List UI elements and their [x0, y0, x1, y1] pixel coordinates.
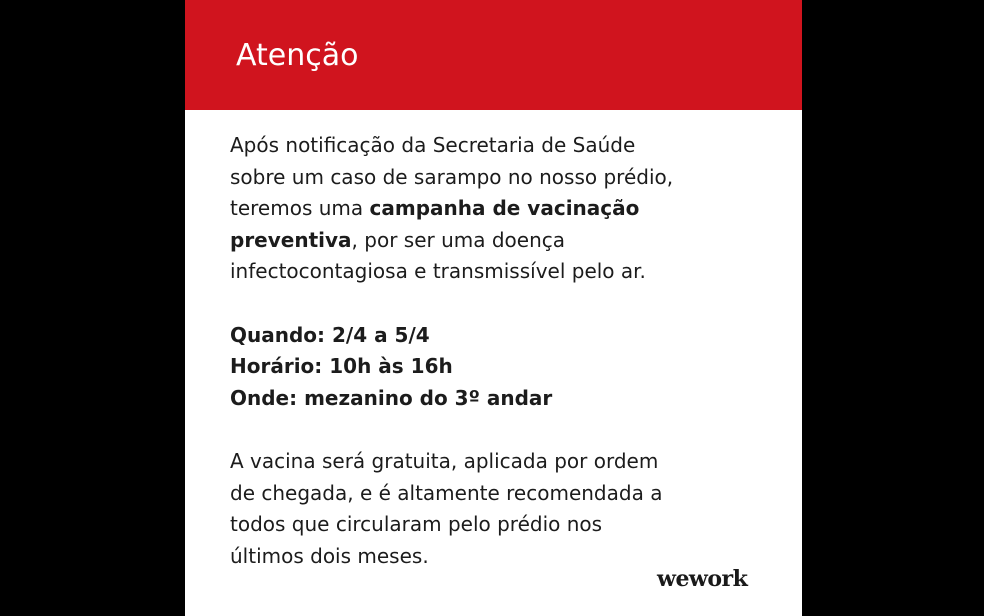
closing-line-1: A vacina será gratuita, aplicada por ordem — [230, 449, 659, 473]
closing-line-2: de chegada, e é altamente recomendada a — [230, 480, 663, 505]
details-time: Horário: 10h às 16h — [230, 354, 453, 378]
details-where: Onde: mezanino do 3º andar — [230, 385, 553, 410]
notice-header — [185, 0, 802, 110]
notice-card — [185, 0, 802, 616]
details-when: Quando: 2/4 a 5/4 — [230, 322, 430, 347]
closing-line-3: todos que circularam pelo prédio nos — [230, 512, 603, 536]
intro-line-3 — [230, 193, 770, 225]
intro-line-2: sobre um caso de sarampo no nosso prédio, — [230, 164, 674, 189]
preventive-highlight: preventiva — [230, 227, 352, 252]
intro-line-4 — [230, 225, 770, 257]
closing-line-4: últimos dois meses. — [230, 543, 429, 568]
intro-paragraph — [230, 130, 770, 288]
notice-title: Atenção — [236, 38, 359, 73]
details-paragraph — [230, 320, 770, 415]
intro-line-4-text: , por ser uma doença — [351, 227, 566, 252]
intro-line-5: infectocontagiosa e transmissível pelo ar. — [230, 259, 646, 283]
wework-logo: wework — [657, 566, 748, 592]
notice-body — [230, 130, 770, 604]
intro-line-3-text: teremos uma — [230, 196, 370, 220]
campaign-highlight: campanha de vacinação — [369, 196, 640, 220]
intro-line-1: Após notificação da Secretaria de Saúde — [230, 133, 636, 157]
closing-paragraph — [230, 446, 770, 572]
